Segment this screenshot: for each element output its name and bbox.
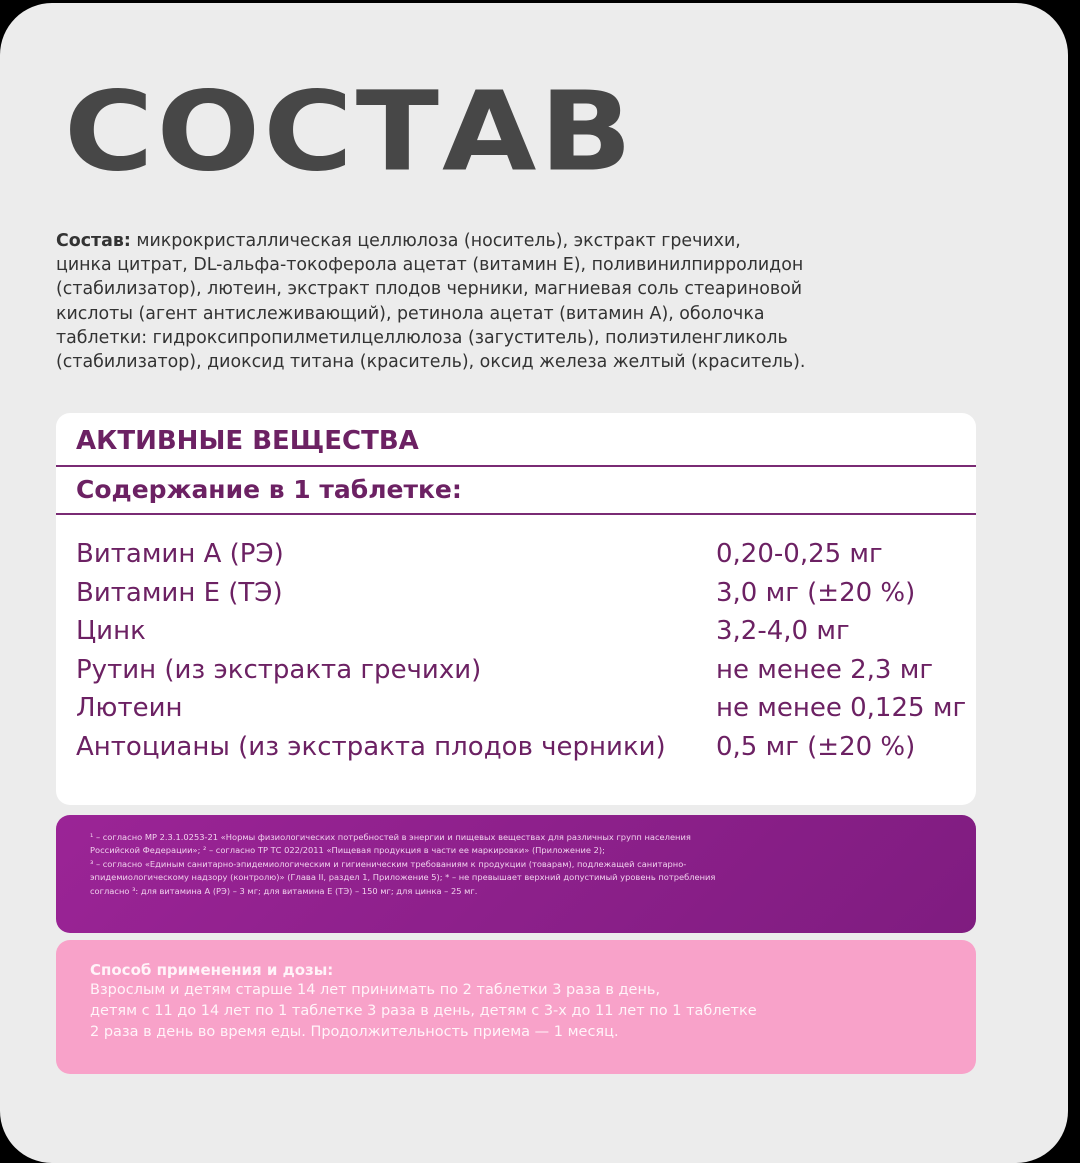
composition-text — [56, 229, 1016, 374]
ingredient-name: Цинк — [76, 616, 146, 646]
ingredient-row-vitamin-a — [76, 539, 966, 578]
divider — [56, 465, 976, 467]
ingredient-name: Рутин (из экстракта гречихи) — [76, 654, 482, 685]
content-card — [0, 3, 1068, 1163]
composition-line: (стабилизатор), диоксид титана (краситель), оксид железа желтый (краситель). — [56, 352, 806, 373]
ingredient-name: Лютеин — [76, 693, 183, 723]
footnote-line: ³ – согласно «Единым санитарно-эпидемиологическим и гигиеническим требованиям к продукции (товарам), подлежащей санитарно- — [90, 858, 687, 869]
footnote-line: Российской Федерации»; ² – согласно ТР ТС 022/2011 «Пищевая продукция в части ее маркировки» (Приложение 2); — [90, 845, 605, 856]
composition-line: цинка цитрат, DL-альфа-токоферола ацетат (витамин Е), поливинилпирролидон — [56, 255, 804, 276]
ingredient-amount: 3,2-4,0 мг — [716, 616, 850, 646]
ingredient-amount: 3,0 мг (±20 %) — [716, 577, 916, 608]
ingredient-row-vitamin-e — [76, 578, 966, 617]
ingredient-amount: не менее 2,3 мг — [716, 654, 934, 685]
dosage-panel — [56, 940, 976, 1074]
composition-line-text: микрокристаллическая целлюлоза (носитель), экстракт гречихи, — [130, 231, 741, 251]
composition-label: Состав: — [56, 231, 131, 251]
ingredient-row-rutin — [76, 655, 966, 694]
page-title: СОСТАВ — [64, 68, 636, 196]
footnote-line: согласно ³: для витамина А (РЭ) – 3 мг; для витамина Е (ТЭ) – 150 мг; для цинка – 25 мг. — [90, 885, 478, 896]
footnote-line: ¹ – согласно МР 2.3.1.0253-21 «Нормы физиологических потребностей в энергии и пищевых веществах для различных групп населения — [90, 832, 691, 842]
ingredient-amount: 0,20-0,25 мг — [716, 539, 883, 569]
ingredient-row-zinc — [76, 616, 966, 655]
per-tablet-heading: Содержание в 1 таблетке: — [76, 475, 462, 504]
composition-line: таблетки: гидроксипропилметилцеллюлоза (загуститель), полиэтиленгликоль — [56, 327, 788, 348]
ingredient-row-lutein — [76, 693, 966, 732]
divider — [56, 513, 976, 515]
ingredient-row-anthocyanins — [76, 732, 966, 771]
dosage-text — [90, 980, 757, 1042]
composition-line: кислоты (агент антислеживающий), ретинола ацетат (витамин А), оболочка — [56, 303, 765, 324]
dosage-line: 2 раза в день во время еды. Продолжительность приема — 1 месяц. — [90, 1023, 619, 1040]
ingredient-amount: не менее 0,125 мг — [716, 693, 967, 723]
active-substances-panel — [56, 413, 976, 805]
dosage-line: Взрослым и детям старше 14 лет принимать по 2 таблетки 3 раза в день, — [90, 982, 661, 998]
composition-line — [56, 229, 1016, 253]
ingredient-name: Витамин Е (ТЭ) — [76, 577, 283, 608]
composition-line: (стабилизатор), лютеин, экстракт плодов черники, магниевая соль стеариновой — [56, 279, 803, 300]
ingredient-amount: 0,5 мг (±20 %) — [716, 731, 916, 762]
ingredient-name: Антоцианы (из экстракта плодов черники) — [76, 731, 666, 762]
footnote-line: эпидемиологическому надзору (контролю)» (Глава II, раздел 1, Приложение 5); * – не превышает верхний допустимый уровень потребления — [90, 872, 716, 883]
footnotes-panel — [56, 815, 976, 933]
active-substances-heading: АКТИВНЫЕ ВЕЩЕСТВА — [76, 426, 419, 456]
dosage-heading: Способ применения и дозы: — [90, 961, 334, 979]
footnotes-text — [90, 831, 960, 898]
dosage-line: детям с 11 до 14 лет по 1 таблетке 3 раза в день, детям с 3-х до 11 лет по 1 таблетке — [90, 1002, 757, 1019]
ingredient-list — [76, 539, 966, 770]
ingredient-name: Витамин А (РЭ) — [76, 539, 284, 569]
